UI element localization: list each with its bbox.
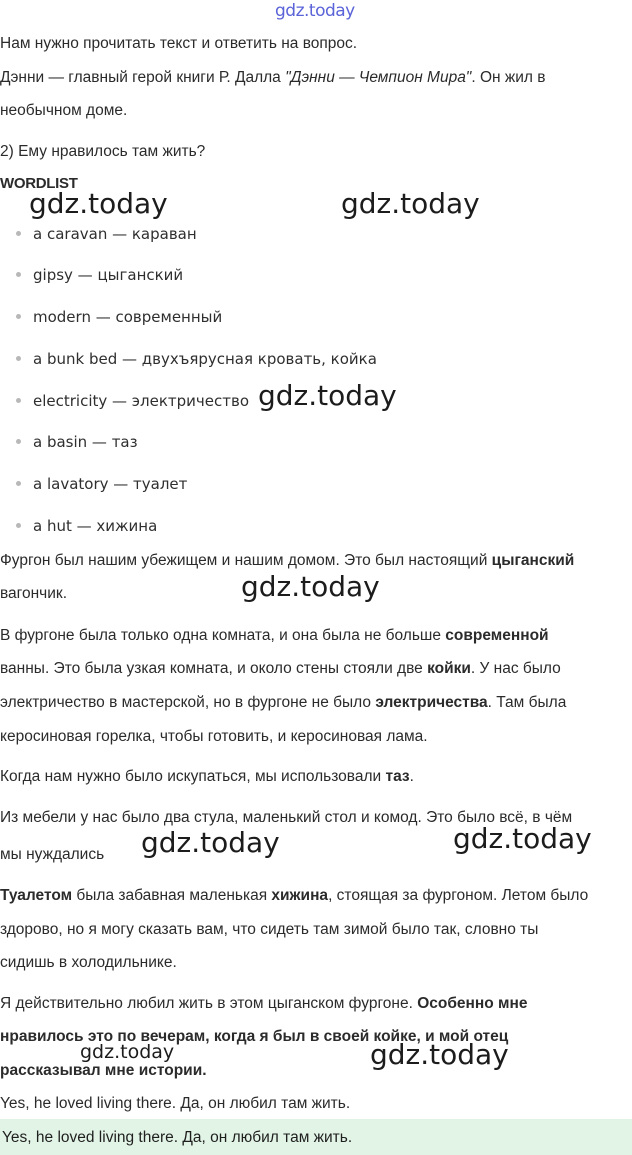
header-watermark: gdz.today	[275, 1, 355, 21]
story-paragraph-2-line-3	[0, 695, 566, 711]
story-paragraph-5-line-2: здорово, но я могу сказать вам, что сидеть там зимой было так, словно ты	[0, 921, 539, 938]
bullet-icon	[16, 481, 21, 486]
text-span: была забавная маленькая	[72, 887, 272, 904]
story-paragraph-1-line-2: вагончик.	[0, 585, 67, 602]
watermark: gdz.today	[29, 187, 168, 220]
bullet-icon	[16, 523, 21, 528]
text-span: . У нас было	[470, 660, 561, 677]
watermark: gdz.today	[141, 826, 280, 859]
text-span: , стоящая за фургоном. Летом было	[328, 887, 589, 904]
story-paragraph-1-line-1	[0, 553, 574, 569]
bold-word: койки	[427, 660, 471, 677]
story-paragraph-4-line-1: Из мебели у нас было два стула, маленький стол и комод. Это было всё, в чём	[0, 809, 573, 826]
wordlist-item-text: a hut — хижина	[33, 517, 158, 535]
watermark: gdz.today	[258, 379, 397, 412]
text-span: .	[409, 768, 414, 785]
book-title: "Дэнни — Чемпион Мира"	[285, 69, 472, 86]
watermark: gdz.today	[341, 187, 480, 220]
text-span: ванны. Это была узкая комната, и около стены стояли две	[0, 660, 428, 677]
wordlist-item-text: a lavatory — туалет	[33, 475, 188, 493]
story-paragraph-4-line-2: мы нуждались	[0, 846, 105, 863]
bold-word: современной	[445, 627, 549, 644]
story-paragraph-2-line-2	[0, 661, 561, 677]
description-text-part1: Дэнни — главный герой книги Р. Далла	[0, 69, 286, 86]
watermark: gdz.today	[453, 822, 592, 855]
bold-word: хижина	[271, 887, 329, 904]
text-span: Я действительно любил жить в этом цыганском фургоне.	[0, 995, 418, 1012]
wordlist-item-text: a bunk bed — двухъярусная кровать, койка	[33, 350, 377, 368]
description-text-part2: . Он жил в	[471, 69, 546, 86]
watermark: gdz.today	[241, 570, 380, 603]
answer-highlight-text: Yes, he loved living there. Да, он любил там жить.	[2, 1129, 353, 1146]
wordlist-item-text: modern — современный	[33, 308, 223, 326]
text-span: В фургоне была только одна комната, и она была не больше	[0, 627, 446, 644]
bullet-icon	[16, 314, 21, 319]
text-span: . Там была	[487, 694, 567, 711]
story-paragraph-2-line-1	[0, 628, 549, 644]
text-span: Фургон был нашим убежищем и нашим домом. Это был настоящий	[0, 552, 492, 569]
answer-text: Yes, he loved living there. Да, он любил там жить.	[0, 1095, 351, 1112]
wordlist-item-text: electricity — электричество	[33, 392, 250, 410]
story-paragraph-3	[0, 769, 414, 785]
bold-word: цыганский	[491, 552, 575, 569]
wordlist-heading: WORDLIST	[0, 175, 78, 192]
bullet-icon	[16, 231, 21, 236]
text-span: электричество в мастерской, но в фургоне не было	[0, 694, 376, 711]
bold-word: таз	[385, 768, 410, 785]
bullet-icon	[16, 272, 21, 277]
wordlist-item-text: gipsy — цыганский	[33, 266, 184, 284]
bold-word: Туалетом	[0, 887, 73, 904]
story-paragraph-2-line-4: керосиновая горелка, чтобы готовить, и керосиновая лама.	[0, 728, 428, 745]
story-paragraph-5-line-3: сидишь в холодильнике.	[0, 954, 177, 971]
bullet-icon	[16, 356, 21, 361]
watermark: gdz.today	[370, 1038, 509, 1071]
story-paragraph-6-line-1	[0, 996, 527, 1012]
wordlist-item-text: a basin — таз	[33, 433, 138, 451]
bullet-icon	[16, 439, 21, 444]
description-line-2: необычном доме.	[0, 102, 128, 119]
text-span: Когда нам нужно было искупаться, мы использовали	[0, 768, 386, 785]
intro-text: Нам нужно прочитать текст и ответить на вопрос.	[0, 35, 358, 52]
watermark: gdz.today	[80, 1041, 175, 1063]
wordlist-item-text: a caravan — караван	[33, 225, 197, 243]
story-paragraph-6-line-2: нравилось это по вечерам, когда я был в своей койке, и мой отец	[0, 1028, 509, 1045]
story-paragraph-6-line-3: рассказывал мне истории.	[0, 1062, 207, 1079]
bold-phrase: Особенно мне	[417, 995, 528, 1012]
bold-word: электричества	[375, 694, 488, 711]
bullet-icon	[16, 398, 21, 403]
question-text: 2) Ему нравилось там жить?	[0, 143, 206, 160]
description-line-1	[0, 70, 545, 86]
story-paragraph-5-line-1	[0, 888, 588, 904]
answer-highlight-box	[0, 1119, 632, 1155]
